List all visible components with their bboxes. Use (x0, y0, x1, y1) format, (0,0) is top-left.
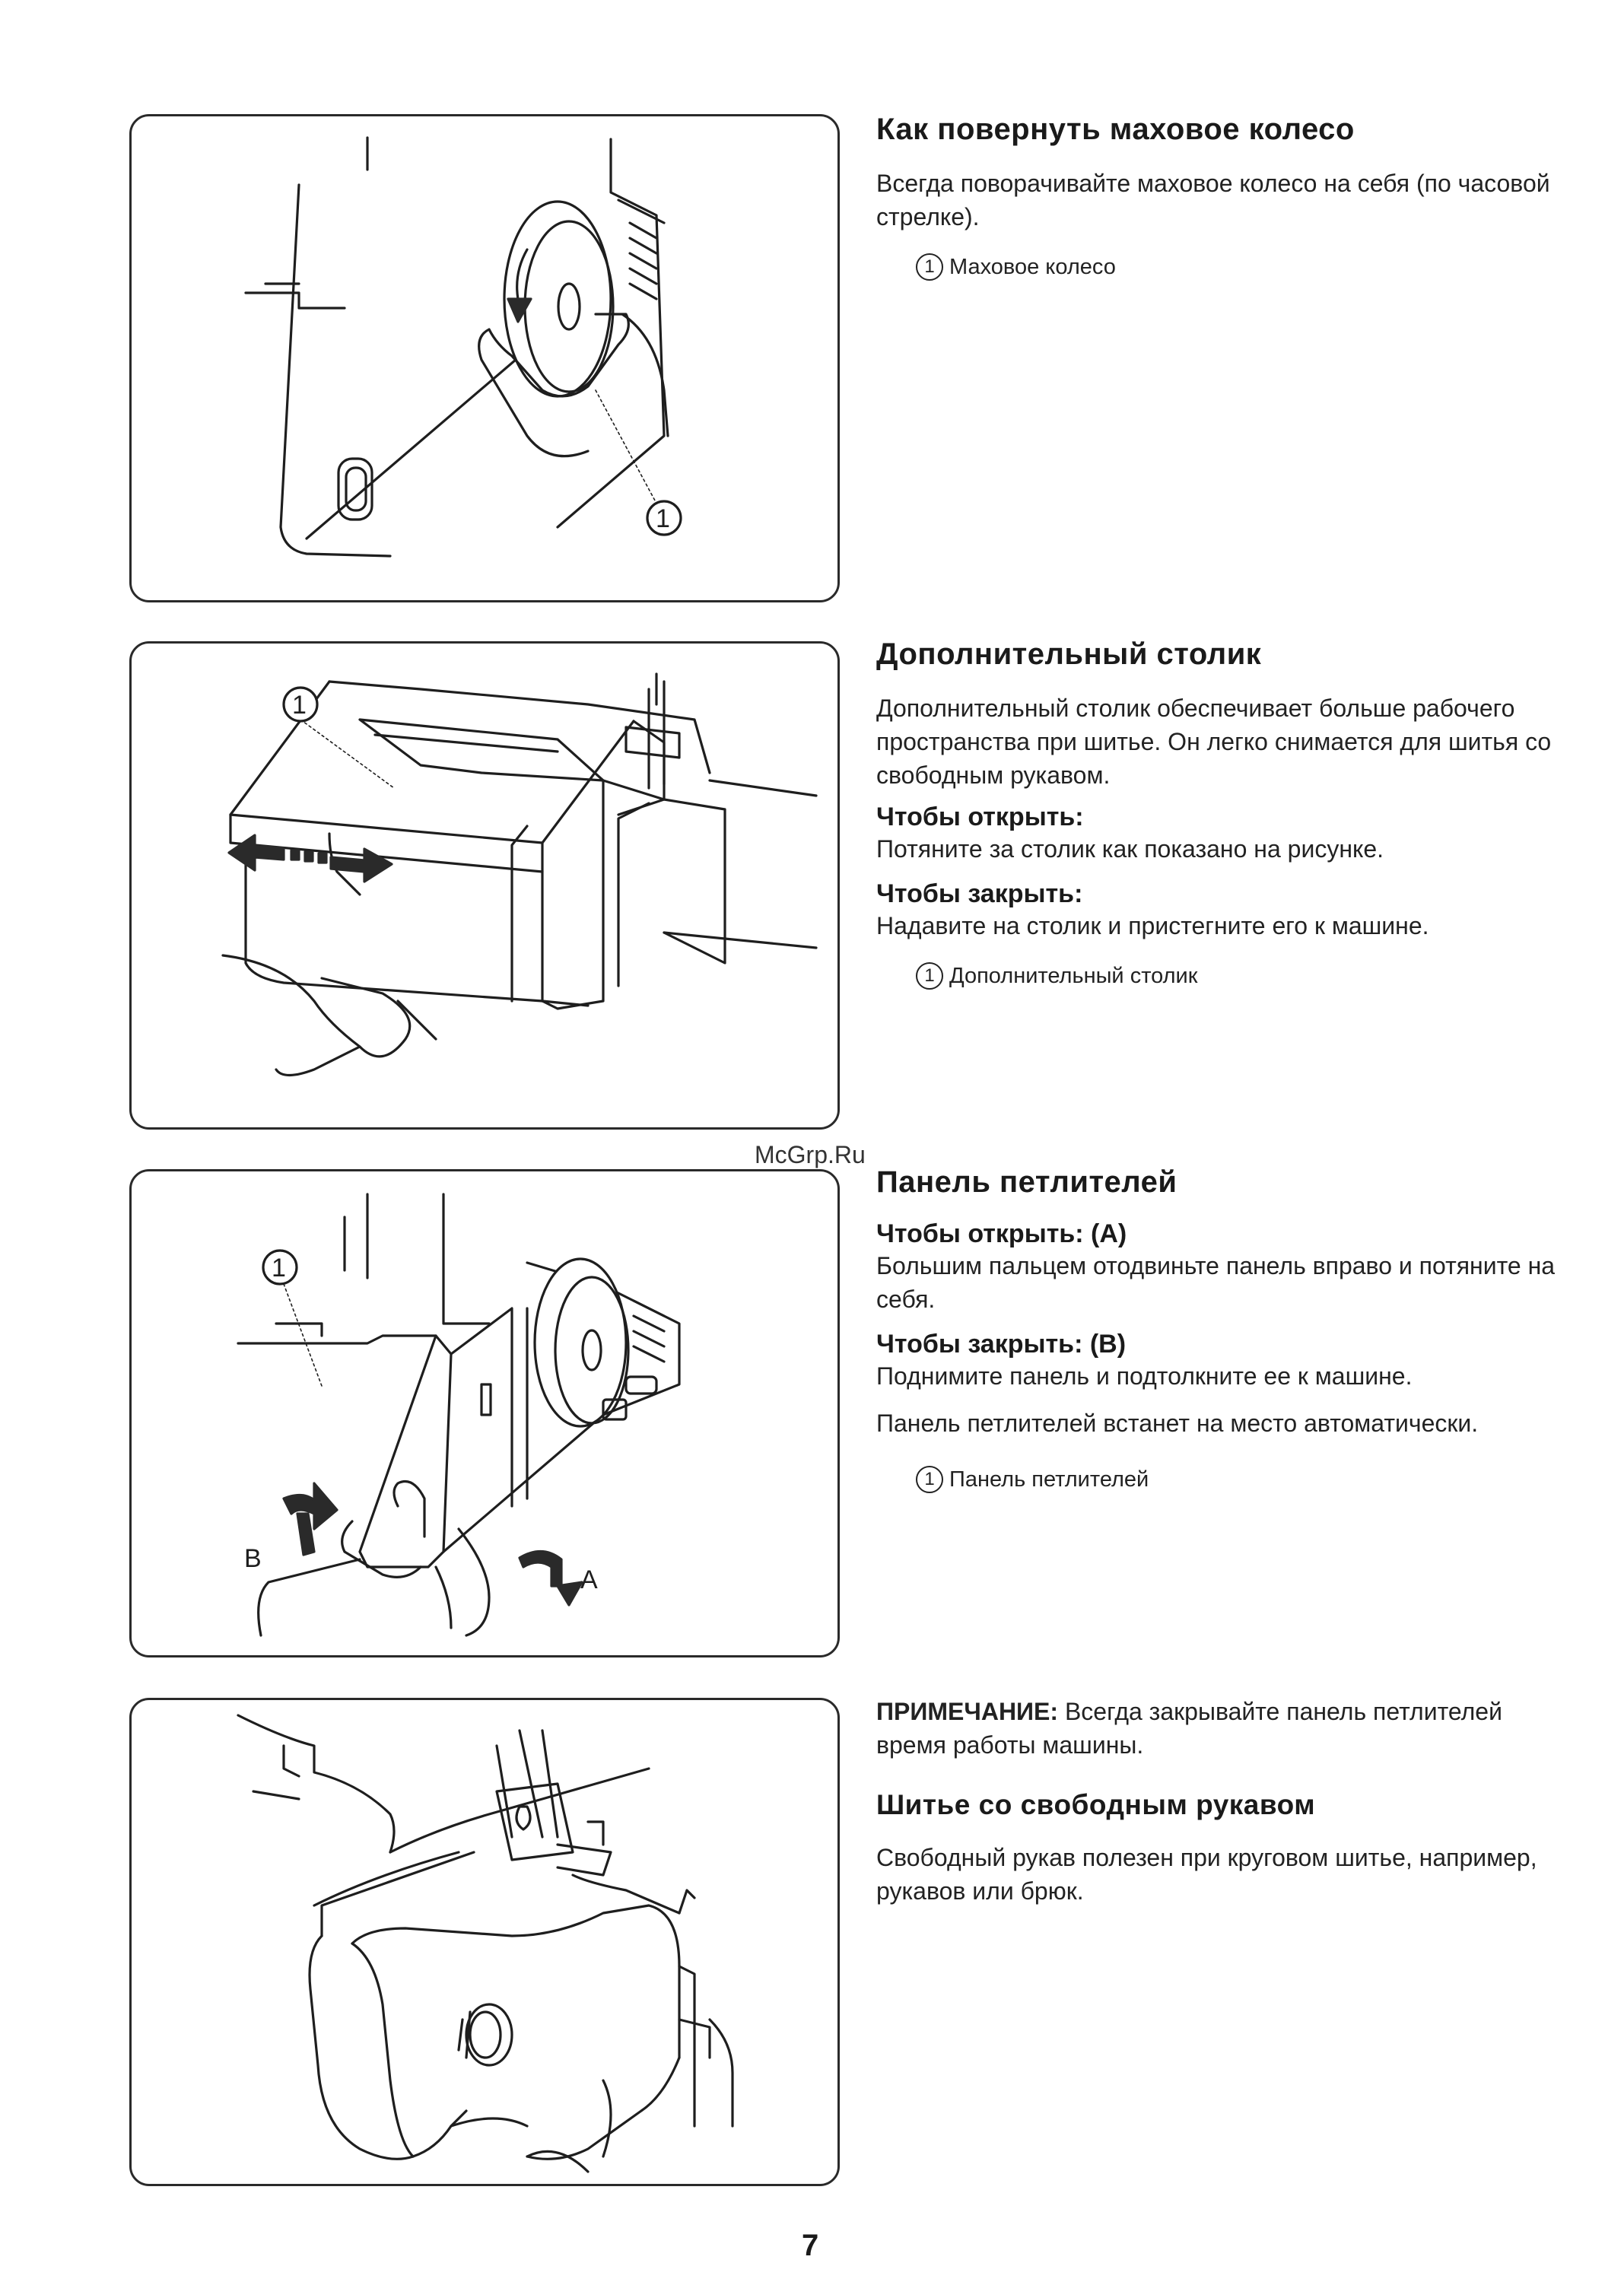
free-arm-title: Шитье со свободным рукавом (876, 1789, 1316, 1820)
section-free-arm (876, 1695, 1561, 1908)
figure-looper-cover (129, 1169, 840, 1657)
fig1-callout-number: 1 (656, 504, 670, 533)
figure-extension-table (129, 641, 840, 1130)
legend-number: 1 (916, 1466, 943, 1493)
looper-cover-open-heading: Чтобы открыть: (A) (876, 1219, 1127, 1248)
fig3-callout-number: 1 (272, 1254, 286, 1282)
free-arm-illustration (132, 1700, 837, 2184)
looper-cover-close-heading: Чтобы закрыть: (B) (876, 1330, 1127, 1359)
handwheel-legend (916, 253, 1561, 281)
legend-number: 1 (916, 253, 943, 281)
handwheel-title: Как повернуть маховое колесо (876, 113, 1355, 146)
looper-cover-open-text: Большим пальцем отодвиньте панель вправо и потяните на себя. (876, 1252, 1556, 1313)
extension-table-legend (916, 962, 1561, 990)
fig3-label-b: B (244, 1544, 262, 1573)
looper-cover-close-text: Поднимите панель и подтолкните ее к машине. (876, 1362, 1413, 1390)
legend-label: Панель петлителей (949, 1467, 1149, 1492)
legend-label: Дополнительный столик (949, 963, 1198, 988)
extension-table-close-heading: Чтобы закрыть: (876, 879, 1083, 908)
note-label: ПРИМЕЧАНИЕ: (876, 1698, 1059, 1725)
extension-table-open-heading: Чтобы открыть: (876, 803, 1084, 831)
section-handwheel (876, 113, 1561, 281)
free-arm-note (876, 1695, 1561, 1762)
extension-table-illustration (132, 644, 837, 1127)
legend-number: 1 (916, 962, 943, 990)
page-number: 7 (802, 2229, 819, 2262)
free-arm-body: Свободный рукав полезен при круговом шитье, например, рукавов или брюк. (876, 1844, 1537, 1905)
legend-label: Маховое колесо (949, 254, 1116, 279)
handwheel-body: Всегда поворачивайте маховое колесо на себя (по часовой стрелке). (876, 170, 1550, 230)
extension-table-title: Дополнительный столик (876, 637, 1262, 671)
figure-free-arm (129, 1698, 840, 2186)
handwheel-illustration (132, 116, 837, 600)
extension-table-body: Дополнительный столик обеспечивает больше рабочего пространства при шитье. Он легко снимается для шитья со свободным рукавом. (876, 694, 1552, 789)
watermark: McGrp.Ru (755, 1141, 866, 1168)
fig3-label-a: A (580, 1565, 598, 1594)
section-extension-table (876, 637, 1561, 990)
section-looper-cover (876, 1165, 1561, 1493)
looper-cover-title: Панель петлителей (876, 1165, 1177, 1199)
looper-cover-extra-text: Панель петлителей встанет на место автоматически. (876, 1410, 1479, 1437)
extension-table-open-text: Потяните за столик как показано на рисунке. (876, 835, 1384, 863)
extension-table-close-text: Надавите на столик и пристегните его к машине. (876, 912, 1429, 939)
figure-handwheel (129, 114, 840, 602)
looper-cover-legend (916, 1466, 1561, 1493)
looper-cover-illustration (132, 1171, 837, 1655)
note-text: Всегда закрывайте панель петлителей время работы машины. (876, 1698, 1502, 1759)
fig2-callout-number: 1 (292, 691, 307, 720)
